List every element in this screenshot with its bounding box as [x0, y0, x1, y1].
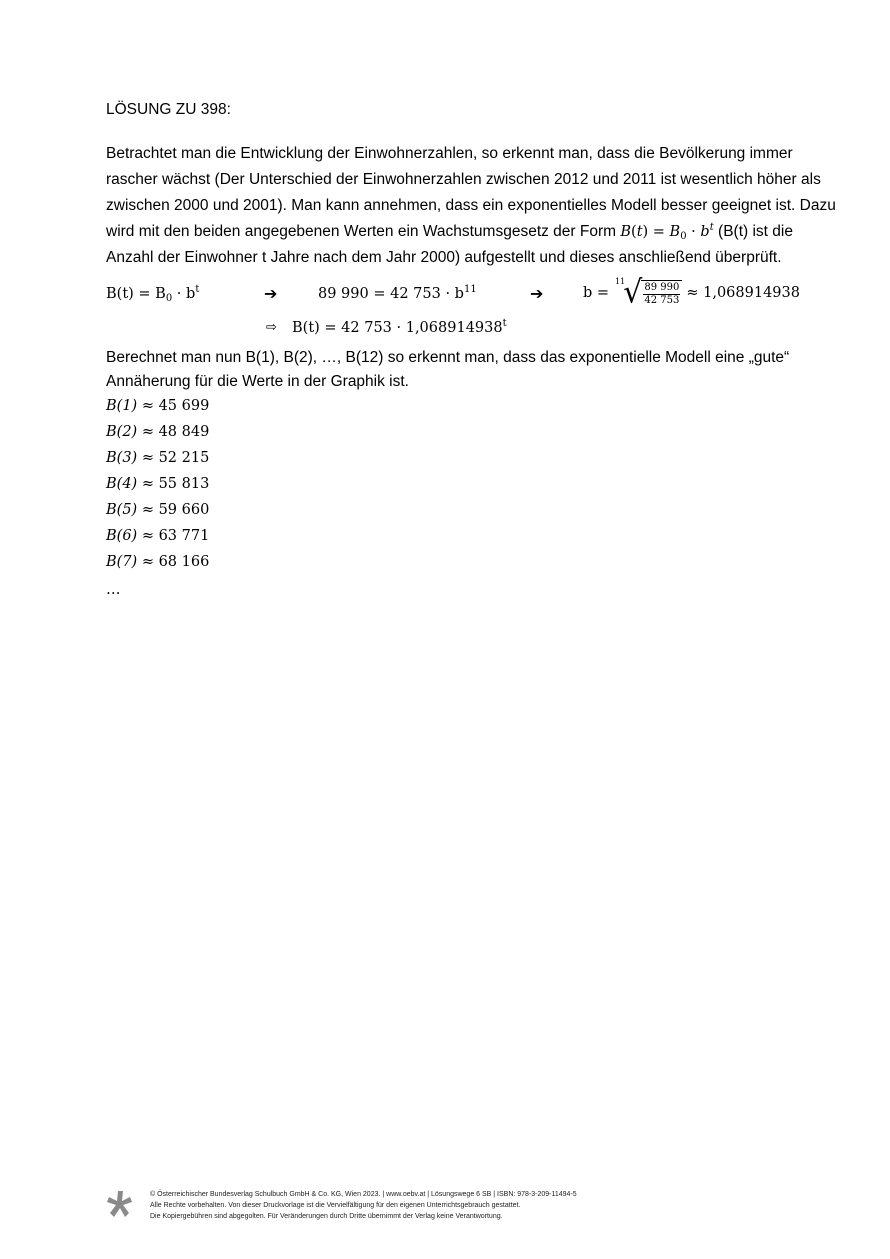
root-index: 11 — [615, 276, 626, 286]
footer-line-2: Alle Rechte vorbehalten. Von dieser Druckvorlage ist die Vervielfältigung für den eigenen Unterrichtsgebrauch gestattet. — [150, 1202, 521, 1209]
value-item: B(1) ≈ 45 699 — [106, 398, 210, 414]
value-item: B(5) ≈ 59 660 — [106, 502, 210, 518]
value-item: B(7) ≈ 68 166 — [106, 554, 210, 570]
b-lhs: b = — [583, 285, 610, 301]
publisher-logo-icon — [104, 1189, 136, 1221]
footer-line-3: Die Kopiergebühren sind abgegolten. Für Veränderungen durch Dritte übernimmt der Verlag keine Verantwortung. — [150, 1213, 503, 1220]
paragraph-line-3: zwischen 2000 und 2001). Man kann annehmen, dass ein exponentielles Modell besser geeignet ist. Dazu — [106, 197, 836, 214]
radical-sign-icon: √ — [623, 274, 643, 311]
value-item: B(2) ≈ 48 849 — [106, 424, 210, 440]
solution-heading: LÖSUNG ZU 398: — [106, 101, 231, 118]
conclusion-line-1: Berechnet man nun B(1), B(2), …, B(12) so erkennt man, dass das exponentielle Modell eine „gute“ — [106, 349, 790, 366]
footer-line-1: © Österreichischer Bundesverlag Schulbuch GmbH & Co. KG, Wien 2023. | www.oebv.at | Lösungswege 6 SB | ISBN: 978-3-209-11494-5 — [150, 1191, 577, 1198]
paragraph-line-4 — [106, 219, 793, 245]
conclusion-line-2: Annäherung für die Werte in der Graphik ist. — [106, 373, 409, 390]
b-result: ≈ 1,068914938 — [686, 285, 800, 301]
b-formula — [583, 274, 800, 311]
equation-formula: 89 990 = 42 $753 \cdot b^{11}$ — [318, 284, 477, 302]
paragraph-line-1: Betrachtet man die Entwicklung der Einwohnerzahlen, so erkennt man, dass die Bevölkerung immer — [106, 145, 793, 162]
ellipsis: … — [106, 582, 121, 598]
value-item: B(3) ≈ 52 215 — [106, 450, 210, 466]
arrow-right-icon: ➔ — [264, 284, 278, 303]
value-item: B(6) ≈ 63 771 — [106, 528, 210, 544]
arrow-right-icon-2: ➔ — [530, 284, 544, 303]
hollow-arrow-icon: ⇨ — [266, 320, 277, 335]
paragraph-line-4-after: (B(t) ist die — [718, 223, 793, 240]
paragraph-line-2: rascher wächst (Der Unterschied der Einwohnerzahlen zwischen 2012 und 2011 ist wesentlich höher als — [106, 171, 821, 188]
growth-law-inline: $B(t) = B_0 \cdot b^t$ — [620, 222, 714, 242]
paragraph-line-5: Anzahl der Einwohner t Jahre nach dem Jahr 2000) aufgestellt und dieses anschließend überprüft. — [106, 249, 782, 266]
model-formula: B(t) = 42 $753 \cdot 1,068914938^t$ — [292, 318, 507, 336]
paragraph-line-4-before: wird mit den beiden angegebenen Werten ein Wachstumsgesetz der Form — [106, 223, 617, 240]
growth-law-formula: $B(t) = B_0 \cdot b^t$ — [106, 284, 200, 304]
fraction-denominator: 42 753 — [644, 294, 680, 306]
value-item: B(4) ≈ 55 813 — [106, 476, 210, 492]
fraction-numerator: 89 990 — [644, 281, 680, 293]
fraction — [641, 280, 682, 307]
